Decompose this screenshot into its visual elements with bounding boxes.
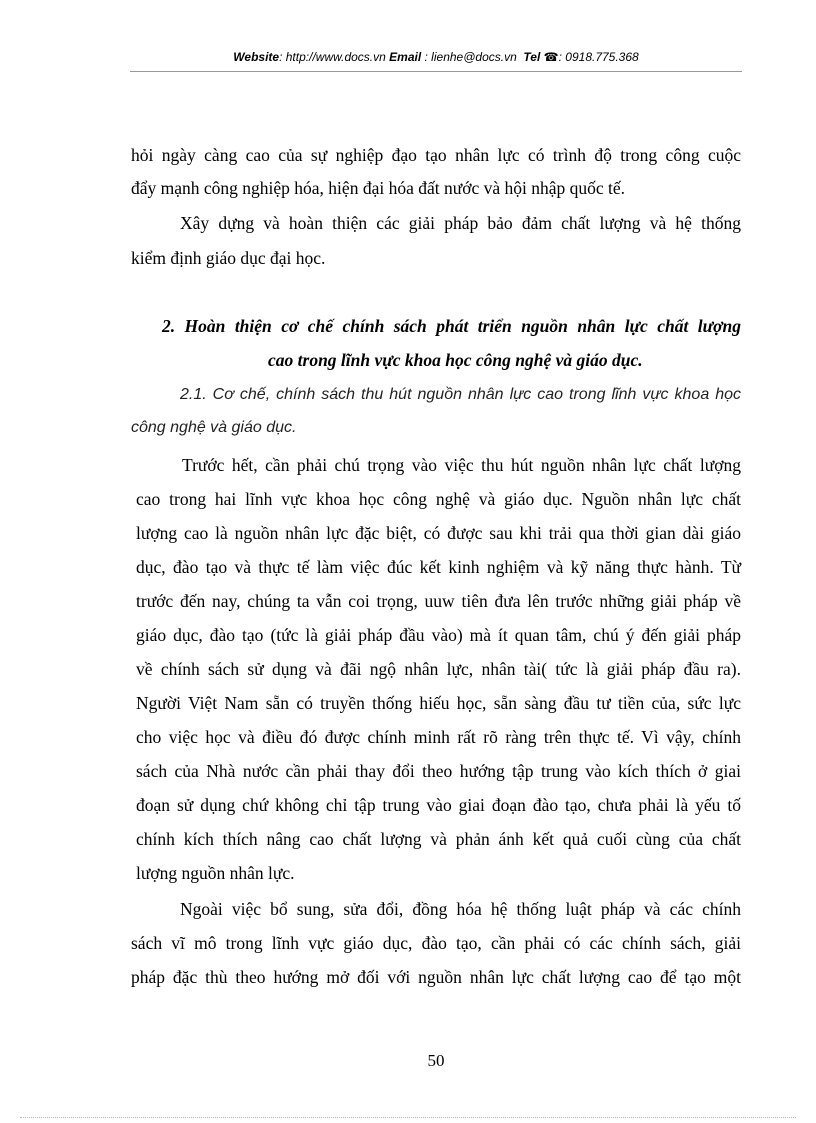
para2-line-2: kiểm định giáo dục đại học. xyxy=(131,248,326,268)
website-label: Website xyxy=(233,50,280,64)
para4-line-2: sách vĩ mô trong lĩnh vực giáo dục, đào tạo, cần phải có các chính sách, giải xyxy=(131,933,741,953)
section-heading-line-2: cao trong lĩnh vực khoa học công nghệ và giáo dục. xyxy=(268,350,643,370)
para2-line-1: Xây dựng và hoàn thiện các giải pháp bảo đảm chất lượng và hệ thống xyxy=(180,213,741,233)
page-header xyxy=(130,50,742,64)
para3-line-3: lượng cao là nguồn nhân lực đặc biệt, có được sau khi trải qua thời gian dài giáo xyxy=(136,523,741,543)
email-value: : lienhe@docs.vn xyxy=(424,50,517,64)
email-label: Email xyxy=(389,50,422,64)
para1-line-1: hỏi ngày càng cao của sự nghiệp đạo tạo nhân lực có trình độ trong công cuộc xyxy=(131,145,741,165)
phone-icon: ☎ xyxy=(543,50,559,64)
para3-line-7: về chính sách sử dụng và đãi ngộ nhân lực, nhân tài( tức là giải pháp đầu ra). xyxy=(136,659,741,679)
para3-line-8: Người Việt Nam sẵn có truyền thống hiếu học, sẵn sàng đầu tư tiền của, sức lực xyxy=(136,693,741,713)
para3-line-12: chính kích thích nâng cao chất lượng và phản ánh kết quả cuối cùng của chất xyxy=(136,829,741,849)
para3-line-13: lượng nguồn nhân lực. xyxy=(136,863,295,883)
tel-label: Tel xyxy=(523,50,541,64)
para3-line-11: đoạn sử dụng chứ không chỉ tập trung vào giai đoạn đào tạo, chưa phải là yếu tố xyxy=(136,795,741,815)
subheading-line-2: công nghệ và giáo dục. xyxy=(131,419,297,436)
para4-line-3: pháp đặc thù theo hướng mở đối với nguồn nhân lực chất lượng cao để tạo một xyxy=(131,967,741,987)
header-divider xyxy=(130,71,742,72)
para3-line-4: dục, đào tạo và thực tế làm việc đúc kết kinh nghiệm và kỹ năng thực hành. Từ xyxy=(136,557,741,577)
para3-line-6: giáo dục, đào tạo (tức là giải pháp đầu vào) mà ít quan tâm, chú ý đến giải pháp xyxy=(136,625,741,645)
para4-line-1: Ngoài việc bổ sung, sửa đổi, đồng hóa hệ thống luật pháp và các chính xyxy=(180,899,741,919)
para3-line-2: cao trong hai lĩnh vực khoa học công nghệ và giáo dục. Nguồn nhân lực chất xyxy=(136,489,741,509)
para1-line-2: đẩy mạnh công nghiệp hóa, hiện đại hóa đất nước và hội nhập quốc tế. xyxy=(131,178,626,198)
para3-line-10: sách của Nhà nước cần phải thay đổi theo hướng tập trung vào kích thích ở giai xyxy=(136,761,741,781)
para3-line-5: trước đến nay, chúng ta vẫn coi trọng, uuw tiên đưa lên trước những giải pháp về xyxy=(136,591,741,611)
para3-line-1: Trước hết, cần phải chú trọng vào việc thu hút nguồn nhân lực chất lượng xyxy=(182,455,741,475)
page-number: 50 xyxy=(427,1051,445,1070)
tel-value: : 0918.775.368 xyxy=(558,50,639,64)
section-heading-line-1: 2. Hoàn thiện cơ chế chính sách phát triển nguồn nhân lực chất lượng xyxy=(162,316,741,336)
footer-divider xyxy=(20,1117,796,1118)
para3-line-9: cho việc học và điều đó được chính minh rất rõ ràng trên thực tế. Vì vậy, chính xyxy=(136,727,741,747)
website-value: : http://www.docs.vn xyxy=(279,50,386,64)
subheading-line-1: 2.1. Cơ chế, chính sách thu hút nguồn nhân lực cao trong lĩnh vực khoa học xyxy=(180,386,741,403)
